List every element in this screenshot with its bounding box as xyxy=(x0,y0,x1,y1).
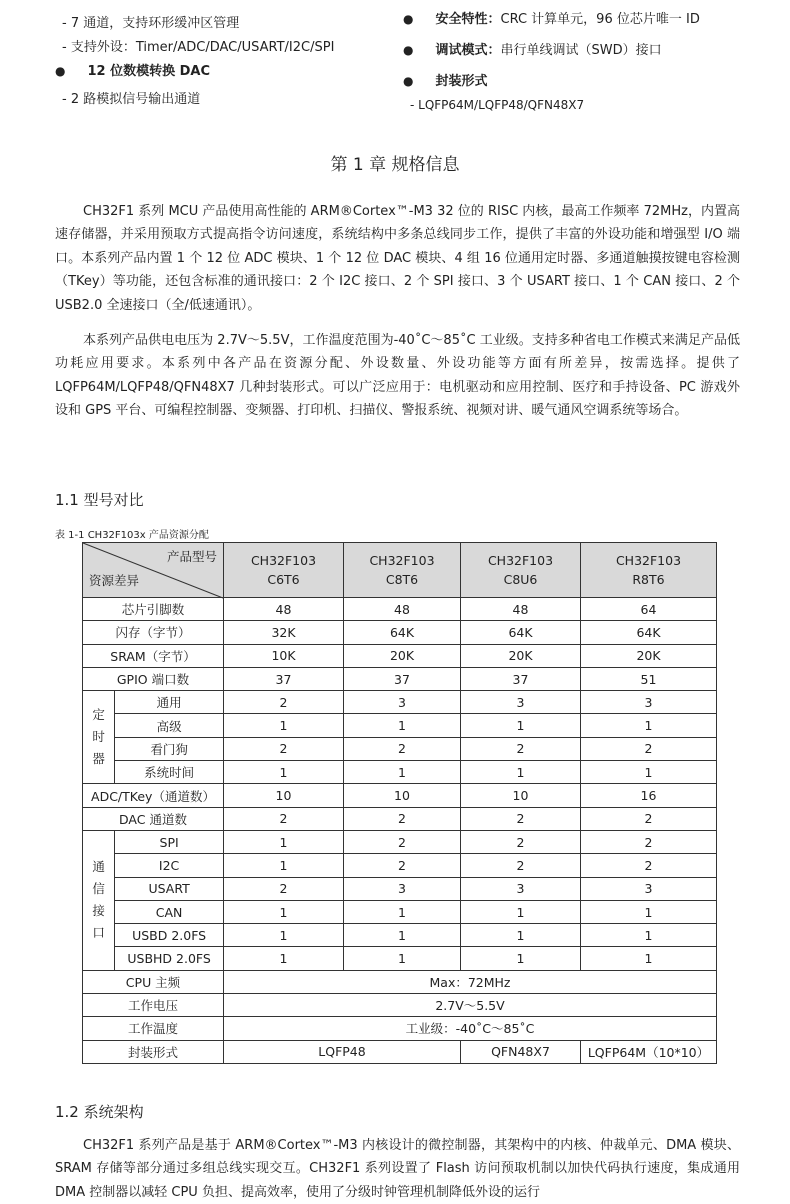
table-row xyxy=(83,924,717,947)
table-cell: 2 xyxy=(461,854,581,877)
table-cell: 1 xyxy=(344,924,461,947)
table-cell: 64K xyxy=(461,621,581,644)
table-cell: 37 xyxy=(344,667,461,690)
table-cell: 64K xyxy=(581,621,717,644)
table-cell: 2 xyxy=(224,691,344,714)
table-cell: 2 xyxy=(581,737,717,760)
table-cell: 1 xyxy=(344,947,461,970)
model-line: CH32F103 xyxy=(369,553,435,568)
table-cell: 1 xyxy=(224,714,344,737)
table-cell: 32K xyxy=(224,621,344,644)
table-cell: 2 xyxy=(581,807,717,830)
timer-group-cell xyxy=(83,691,115,784)
model-header xyxy=(581,543,717,598)
table-cell: 封装形式 xyxy=(83,1040,224,1063)
table-cell: 10 xyxy=(461,784,581,807)
list-item: - 支持外设：Timer/ADC/DAC/USART/I2C/SPI xyxy=(62,40,335,55)
table-cell: 2 xyxy=(461,830,581,853)
table-cell: 1 xyxy=(224,761,344,784)
resource-table xyxy=(82,542,717,1064)
table-cell: 2 xyxy=(344,830,461,853)
table-row xyxy=(83,598,717,621)
table-row xyxy=(83,807,717,830)
model-line: CH32F103 xyxy=(250,553,317,568)
table-cell: 48 xyxy=(461,598,581,621)
paragraph: 本系列产品供电电压为 2.7V～5.5V，工作温度范围为-40˚C～85˚C 工业级。支持多种省电工作模式来满足产品低功耗应用要求。本系列中各产品在资源分配、外设数量、外设功能等方面有所差异，按需选择。提供了 LQFP64M/LQFP48/QFN48X7 几种封装形式。可以广泛应用于：电机驱动和应用控制、医疗和手持设备、PC 游戏外设和 GPS 平台、可编程控制器、变频器、打印机、扫描仪、警报系统、视频对讲、暖气通风空调系统等场合。 xyxy=(55,333,740,419)
table-cell: 2 xyxy=(461,737,581,760)
table-cell: 工作温度 xyxy=(83,1017,224,1040)
table-cell: 通用 xyxy=(115,691,224,714)
table-cell: USBD 2.0FS xyxy=(115,924,224,947)
table-row xyxy=(83,691,717,714)
table-cell: 高级 xyxy=(115,714,224,737)
table-cell: 1 xyxy=(224,854,344,877)
table-row xyxy=(83,830,717,853)
table-cell: 16 xyxy=(581,784,717,807)
table-cell: 48 xyxy=(344,598,461,621)
table-cell: GPIO 端口数 xyxy=(83,667,224,690)
table-caption: 表 1-1 CH32F103x 产品资源分配 xyxy=(55,530,209,541)
table-cell: 3 xyxy=(581,877,717,900)
table-cell: 芯片引脚数 xyxy=(83,598,224,621)
table-cell: 1 xyxy=(344,900,461,923)
table-cell: 1 xyxy=(344,761,461,784)
table-cell: 1 xyxy=(581,924,717,947)
table-cell: 工业级：-40˚C～85˚C xyxy=(224,1017,717,1040)
table-cell: 10 xyxy=(224,784,344,807)
bullet-label: ● 调试模式： xyxy=(403,43,501,58)
table-cell: 3 xyxy=(344,691,461,714)
table-cell: LQFP64M（10*10） xyxy=(581,1040,717,1063)
table-header-row xyxy=(83,543,717,598)
group-label: 通信接口 xyxy=(92,859,105,941)
table-cell: 20K xyxy=(581,644,717,667)
model-line: C6T6 xyxy=(267,572,300,587)
table-cell: 20K xyxy=(344,644,461,667)
table-cell: 1 xyxy=(581,900,717,923)
table-cell: 1 xyxy=(581,761,717,784)
table-cell: DAC 通道数 xyxy=(83,807,224,830)
table-cell: 1 xyxy=(344,714,461,737)
table-cell: 2 xyxy=(461,807,581,830)
list-item: - 2 路模拟信号输出通道 xyxy=(62,92,201,107)
list-item: - 7 通道，支持环形缓冲区管理 xyxy=(62,16,240,31)
table-cell: 1 xyxy=(224,924,344,947)
table-cell: QFN48X7 xyxy=(461,1040,581,1063)
table-cell: CAN xyxy=(115,900,224,923)
section-heading: 1.1 型号对比 xyxy=(55,491,144,509)
table-cell: USART xyxy=(115,877,224,900)
table-cell: 51 xyxy=(581,667,717,690)
table-cell: 系统时间 xyxy=(115,761,224,784)
paragraph: CH32F1 系列 MCU 产品使用高性能的 ARM®Cortex™-M3 32 位的 RISC 内核，最高工作频率 72MHz，内置高速存储器，并采用预取方式提高指令访问速度，系统结构中多条总线同步工作，提供了丰富的外设功能和增强型 I/O 端口。本系列产品内置 1 个 12 位 ADC 模块、1 个 12 位 DAC 模块、4 组 16 位通用定时器、多通道触摸按键电容检测（TKey）等功能，还包含标准的通讯接口：2 个 I2C 接口、2 个 SPI 接口、3 个 USART 接口、1 个 CAN 接口、2 个 USB2.0 全速接口（全/低速通讯）。 xyxy=(55,204,740,313)
model-line: C8T6 xyxy=(385,572,419,587)
table-cell: 3 xyxy=(461,691,581,714)
table-cell: 3 xyxy=(461,877,581,900)
table-cell: 64 xyxy=(581,598,717,621)
model-header xyxy=(461,543,581,598)
model-line: CH32F103 xyxy=(615,553,682,568)
table-cell: SRAM（字节） xyxy=(83,644,224,667)
table-cell: Max：72MHz xyxy=(224,970,717,993)
table-cell: 1 xyxy=(224,900,344,923)
table-row xyxy=(83,1040,717,1063)
table-cell: I2C xyxy=(115,854,224,877)
table-cell: 48 xyxy=(224,598,344,621)
bullet-heading: ● 12 位数模转换 DAC xyxy=(55,60,210,79)
table-row xyxy=(83,667,717,690)
table-cell: 2 xyxy=(344,854,461,877)
bullet-debug xyxy=(403,39,662,58)
table-row xyxy=(83,900,717,923)
table-cell: 10K xyxy=(224,644,344,667)
table-cell: 2 xyxy=(581,854,717,877)
model-line: CH32F103 xyxy=(487,553,554,568)
table-cell: 1 xyxy=(224,830,344,853)
table-row xyxy=(83,621,717,644)
model-line: C8U6 xyxy=(503,572,538,587)
bullet-text: 串行单线调试（SWD）接口 xyxy=(500,43,662,58)
table-row xyxy=(83,784,717,807)
model-line: R8T6 xyxy=(632,572,665,587)
table-cell: 1 xyxy=(581,714,717,737)
table-cell: 1 xyxy=(581,947,717,970)
table-cell: 1 xyxy=(461,900,581,923)
table-cell: 10 xyxy=(344,784,461,807)
group-label: 定时器 xyxy=(92,707,105,767)
table-cell: 1 xyxy=(461,761,581,784)
table-row xyxy=(83,1017,717,1040)
table-cell: 20K xyxy=(461,644,581,667)
table-row xyxy=(83,970,717,993)
table-cell: CPU 主频 xyxy=(83,970,224,993)
table-cell: 2 xyxy=(224,737,344,760)
table-row xyxy=(83,877,717,900)
table-row xyxy=(83,714,717,737)
table-cell: 1 xyxy=(224,947,344,970)
table-row xyxy=(83,947,717,970)
table-cell: 1 xyxy=(461,924,581,947)
table-cell: 2.7V～5.5V xyxy=(224,994,717,1017)
model-header xyxy=(344,543,461,598)
paragraph: CH32F1 系列产品是基于 ARM®Cortex™-M3 内核设计的微控制器，其架构中的内核、仲裁单元、DMA 模块、SRAM 存储等部分通过多组总线实现交互。CH32F1 系列设置了 Flash 访问预取机制以加快代码执行速度，集成通用 DMA 控制器以减轻 CPU 负担、提高效率，使用了分级时钟管理机制降低外设的运行 xyxy=(55,1138,740,1200)
table-cell: 工作电压 xyxy=(83,994,224,1017)
corner-top: 产品型号 xyxy=(166,549,217,564)
bullet-package: ● 封装形式 xyxy=(403,70,488,89)
table-cell: 闪存（字节） xyxy=(83,621,224,644)
corner-cell xyxy=(83,543,224,598)
bullet-label: ● 安全特性： xyxy=(403,12,501,27)
corner-bottom: 资源差异 xyxy=(89,573,140,588)
table-cell: 37 xyxy=(224,667,344,690)
table-cell: 3 xyxy=(344,877,461,900)
table-row xyxy=(83,854,717,877)
table-cell: 2 xyxy=(581,830,717,853)
table-row xyxy=(83,994,717,1017)
table-cell: 64K xyxy=(344,621,461,644)
table-cell: 2 xyxy=(224,807,344,830)
table-row xyxy=(83,737,717,760)
table-cell: 1 xyxy=(461,714,581,737)
table-cell: 3 xyxy=(581,691,717,714)
table-cell: USBHD 2.0FS xyxy=(115,947,224,970)
section-heading: 1.2 系统架构 xyxy=(55,1103,144,1121)
chapter-title: 第 1 章 规格信息 xyxy=(330,155,460,175)
table-cell: 2 xyxy=(224,877,344,900)
list-item: - LQFP64M/LQFP48/QFN48X7 xyxy=(410,98,585,112)
model-header xyxy=(224,543,344,598)
table-row xyxy=(83,644,717,667)
table-cell: 37 xyxy=(461,667,581,690)
bullet-text: CRC 计算单元，96 位芯片唯一 ID xyxy=(500,12,700,27)
table-cell: ADC/TKey（通道数） xyxy=(83,784,224,807)
table-cell: SPI xyxy=(115,830,224,853)
bullet-security xyxy=(403,8,700,27)
table-cell: 2 xyxy=(344,807,461,830)
table-cell: LQFP48 xyxy=(224,1040,461,1063)
comm-group-cell xyxy=(83,830,115,970)
table-cell: 2 xyxy=(344,737,461,760)
table-cell: 看门狗 xyxy=(115,737,224,760)
table-row xyxy=(83,761,717,784)
table-cell: 1 xyxy=(461,947,581,970)
